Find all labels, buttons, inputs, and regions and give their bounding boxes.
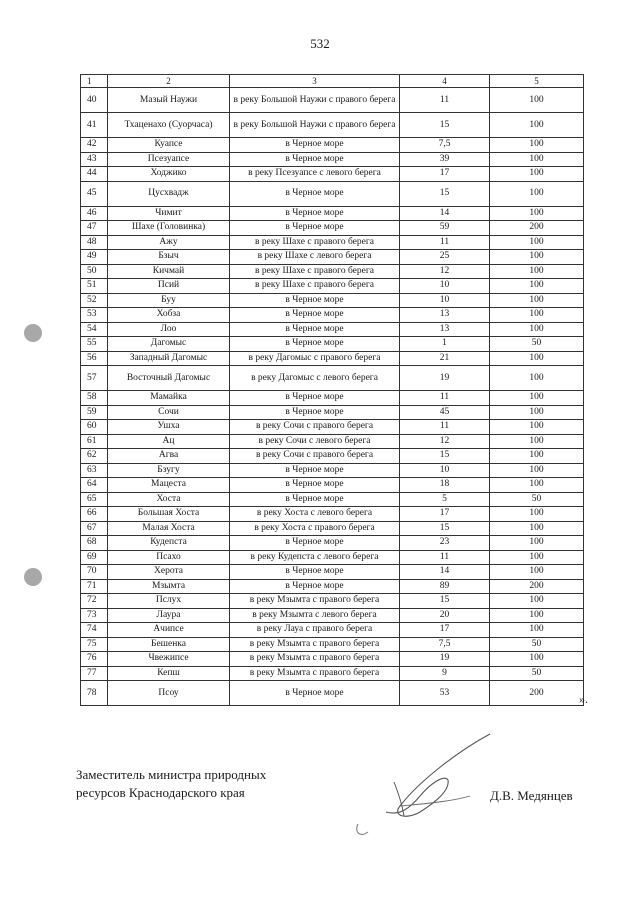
discharge-destination-cell: в реку Псезуапсе с левого берега bbox=[230, 167, 400, 182]
river-name-cell: Псезуапсе bbox=[108, 152, 230, 167]
zone-width-cell: 100 bbox=[490, 366, 584, 391]
discharge-destination-cell: в Черное море bbox=[230, 681, 400, 706]
river-name-cell: Западный Дагомыс bbox=[108, 351, 230, 366]
zone-width-cell: 50 bbox=[490, 337, 584, 352]
zone-width-cell: 50 bbox=[490, 637, 584, 652]
length-cell: 11 bbox=[400, 235, 490, 250]
length-cell: 7,5 bbox=[400, 637, 490, 652]
row-number-cell: 58 bbox=[81, 391, 108, 406]
river-name-cell: Чвежипсе bbox=[108, 652, 230, 667]
length-cell: 11 bbox=[400, 420, 490, 435]
discharge-destination-cell: в Черное море bbox=[230, 391, 400, 406]
river-name-cell: Восточный Дагомыс bbox=[108, 366, 230, 391]
river-name-cell: Пслух bbox=[108, 594, 230, 609]
row-number-cell: 57 bbox=[81, 366, 108, 391]
zone-width-cell: 100 bbox=[490, 463, 584, 478]
zone-width-cell: 100 bbox=[490, 152, 584, 167]
discharge-destination-cell: в Черное море bbox=[230, 221, 400, 236]
river-name-cell: Дагомыс bbox=[108, 337, 230, 352]
length-cell: 25 bbox=[400, 250, 490, 265]
table-row bbox=[81, 420, 584, 435]
table-row bbox=[81, 152, 584, 167]
length-cell: 10 bbox=[400, 279, 490, 294]
zone-width-cell: 100 bbox=[490, 623, 584, 638]
table-row bbox=[81, 250, 584, 265]
river-name-cell: Цусхвадж bbox=[108, 181, 230, 206]
length-cell: 5 bbox=[400, 492, 490, 507]
zone-width-cell: 100 bbox=[490, 521, 584, 536]
zone-width-cell: 100 bbox=[490, 608, 584, 623]
river-name-cell: Чимит bbox=[108, 206, 230, 221]
discharge-destination-cell: в реку Мзымта с левого берега bbox=[230, 608, 400, 623]
zone-width-cell: 100 bbox=[490, 167, 584, 182]
row-number-cell: 50 bbox=[81, 264, 108, 279]
zone-width-cell: 100 bbox=[490, 351, 584, 366]
length-cell: 17 bbox=[400, 507, 490, 522]
table-row bbox=[81, 279, 584, 294]
punch-hole-top bbox=[24, 324, 42, 342]
river-name-cell: Буу bbox=[108, 293, 230, 308]
header-cell: 5 bbox=[490, 75, 584, 88]
discharge-destination-cell: в реку Хоста с правого берега bbox=[230, 521, 400, 536]
row-number-cell: 60 bbox=[81, 420, 108, 435]
length-cell: 11 bbox=[400, 88, 490, 113]
zone-width-cell: 100 bbox=[490, 235, 584, 250]
length-cell: 15 bbox=[400, 449, 490, 464]
discharge-destination-cell: в Черное море bbox=[230, 579, 400, 594]
river-name-cell: Херота bbox=[108, 565, 230, 580]
table-row bbox=[81, 366, 584, 391]
river-name-cell: Куапсе bbox=[108, 138, 230, 153]
page-number: 532 bbox=[310, 36, 330, 51]
length-cell: 1 bbox=[400, 337, 490, 352]
length-cell: 13 bbox=[400, 308, 490, 323]
rivers-table bbox=[80, 74, 584, 706]
river-name-cell: Мзымта bbox=[108, 579, 230, 594]
zone-width-cell: 100 bbox=[490, 322, 584, 337]
row-number-cell: 49 bbox=[81, 250, 108, 265]
river-name-cell: Мацеста bbox=[108, 478, 230, 493]
discharge-destination-cell: в реку Кудепста с левого берега bbox=[230, 550, 400, 565]
row-number-cell: 68 bbox=[81, 536, 108, 551]
table-row bbox=[81, 181, 584, 206]
discharge-destination-cell: в реку Лауа с правого берега bbox=[230, 623, 400, 638]
length-cell: 89 bbox=[400, 579, 490, 594]
discharge-destination-cell: в реку Мзымта с правого берега bbox=[230, 652, 400, 667]
row-number-cell: 41 bbox=[81, 113, 108, 138]
discharge-destination-cell: в реку Мзымта с правого берега bbox=[230, 637, 400, 652]
zone-width-cell: 50 bbox=[490, 666, 584, 681]
zone-width-cell: 100 bbox=[490, 391, 584, 406]
table-row bbox=[81, 492, 584, 507]
row-number-cell: 70 bbox=[81, 565, 108, 580]
length-cell: 59 bbox=[400, 221, 490, 236]
row-number-cell: 47 bbox=[81, 221, 108, 236]
discharge-destination-cell: в реку Шахе с правого берега bbox=[230, 235, 400, 250]
table-row bbox=[81, 550, 584, 565]
table-row bbox=[81, 308, 584, 323]
table-row bbox=[81, 449, 584, 464]
row-number-cell: 72 bbox=[81, 594, 108, 609]
table-header-row bbox=[81, 75, 584, 88]
river-name-cell: Тхаценахо (Суорчаса) bbox=[108, 113, 230, 138]
row-number-cell: 53 bbox=[81, 308, 108, 323]
table-row bbox=[81, 351, 584, 366]
zone-width-cell: 100 bbox=[490, 405, 584, 420]
row-number-cell: 76 bbox=[81, 652, 108, 667]
discharge-destination-cell: в реку Сочи с правого берега bbox=[230, 420, 400, 435]
length-cell: 11 bbox=[400, 550, 490, 565]
river-name-cell: Псий bbox=[108, 279, 230, 294]
table-row bbox=[81, 507, 584, 522]
length-cell: 7,5 bbox=[400, 138, 490, 153]
length-cell: 14 bbox=[400, 565, 490, 580]
river-name-cell: Лаура bbox=[108, 608, 230, 623]
closing-quote-mark: ». bbox=[579, 692, 588, 706]
discharge-destination-cell: в реку Сочи с правого берега bbox=[230, 449, 400, 464]
signer-title-line: ресурсов Краснодарского края bbox=[76, 785, 245, 800]
discharge-destination-cell: в реку Большой Наужи с правого берега bbox=[230, 113, 400, 138]
length-cell: 13 bbox=[400, 322, 490, 337]
row-number-cell: 63 bbox=[81, 463, 108, 478]
zone-width-cell: 200 bbox=[490, 579, 584, 594]
zone-width-cell: 50 bbox=[490, 492, 584, 507]
row-number-cell: 65 bbox=[81, 492, 108, 507]
river-name-cell: Большая Хоста bbox=[108, 507, 230, 522]
table-row bbox=[81, 579, 584, 594]
signer-name: Д.В. Медянцев bbox=[490, 788, 573, 803]
table-row bbox=[81, 138, 584, 153]
length-cell: 9 bbox=[400, 666, 490, 681]
table-row bbox=[81, 88, 584, 113]
row-number-cell: 54 bbox=[81, 322, 108, 337]
length-cell: 10 bbox=[400, 463, 490, 478]
table-row bbox=[81, 206, 584, 221]
row-number-cell: 45 bbox=[81, 181, 108, 206]
punch-hole-bottom bbox=[24, 568, 42, 586]
table-row bbox=[81, 478, 584, 493]
length-cell: 15 bbox=[400, 113, 490, 138]
zone-width-cell: 200 bbox=[490, 221, 584, 236]
table-row bbox=[81, 623, 584, 638]
discharge-destination-cell: в Черное море bbox=[230, 565, 400, 580]
header-cell: 1 bbox=[81, 75, 108, 88]
zone-width-cell: 100 bbox=[490, 264, 584, 279]
length-cell: 15 bbox=[400, 181, 490, 206]
zone-width-cell: 100 bbox=[490, 594, 584, 609]
row-number-cell: 52 bbox=[81, 293, 108, 308]
row-number-cell: 73 bbox=[81, 608, 108, 623]
discharge-destination-cell: в Черное море bbox=[230, 206, 400, 221]
river-name-cell: Псахо bbox=[108, 550, 230, 565]
discharge-destination-cell: в Черное море bbox=[230, 478, 400, 493]
discharge-destination-cell: в реку Мзымта с правого берега bbox=[230, 666, 400, 681]
length-cell: 15 bbox=[400, 521, 490, 536]
header-cell: 3 bbox=[230, 75, 400, 88]
length-cell: 20 bbox=[400, 608, 490, 623]
zone-width-cell: 100 bbox=[490, 507, 584, 522]
table-row bbox=[81, 666, 584, 681]
zone-width-cell: 100 bbox=[490, 206, 584, 221]
row-number-cell: 44 bbox=[81, 167, 108, 182]
discharge-destination-cell: в Черное море bbox=[230, 293, 400, 308]
row-number-cell: 71 bbox=[81, 579, 108, 594]
length-cell: 17 bbox=[400, 623, 490, 638]
signer-title-line: Заместитель министра природных bbox=[76, 767, 267, 782]
discharge-destination-cell: в Черное море bbox=[230, 138, 400, 153]
river-name-cell: Кичмай bbox=[108, 264, 230, 279]
table-row bbox=[81, 264, 584, 279]
discharge-destination-cell: в Черное море bbox=[230, 181, 400, 206]
river-name-cell: Бешенка bbox=[108, 637, 230, 652]
zone-width-cell: 100 bbox=[490, 308, 584, 323]
discharge-destination-cell: в реку Шахе с правого берега bbox=[230, 264, 400, 279]
length-cell: 14 bbox=[400, 206, 490, 221]
table-row bbox=[81, 322, 584, 337]
discharge-destination-cell: в реку Сочи с левого берега bbox=[230, 434, 400, 449]
zone-width-cell: 100 bbox=[490, 550, 584, 565]
table-row bbox=[81, 167, 584, 182]
river-name-cell: Ачипсе bbox=[108, 623, 230, 638]
table-row bbox=[81, 652, 584, 667]
length-cell: 23 bbox=[400, 536, 490, 551]
length-cell: 11 bbox=[400, 391, 490, 406]
zone-width-cell: 100 bbox=[490, 536, 584, 551]
table-row bbox=[81, 637, 584, 652]
zone-width-cell: 100 bbox=[490, 293, 584, 308]
table-row bbox=[81, 536, 584, 551]
length-cell: 17 bbox=[400, 167, 490, 182]
river-name-cell: Ажу bbox=[108, 235, 230, 250]
zone-width-cell: 100 bbox=[490, 565, 584, 580]
length-cell: 12 bbox=[400, 264, 490, 279]
discharge-destination-cell: в Черное море bbox=[230, 405, 400, 420]
length-cell: 12 bbox=[400, 434, 490, 449]
row-number-cell: 42 bbox=[81, 138, 108, 153]
row-number-cell: 48 bbox=[81, 235, 108, 250]
river-name-cell: Агва bbox=[108, 449, 230, 464]
handwritten-signature bbox=[340, 720, 500, 840]
river-name-cell: Псоу bbox=[108, 681, 230, 706]
row-number-cell: 46 bbox=[81, 206, 108, 221]
length-cell: 53 bbox=[400, 681, 490, 706]
zone-width-cell: 100 bbox=[490, 250, 584, 265]
row-number-cell: 67 bbox=[81, 521, 108, 536]
table-row bbox=[81, 521, 584, 536]
row-number-cell: 78 bbox=[81, 681, 108, 706]
row-number-cell: 77 bbox=[81, 666, 108, 681]
zone-width-cell: 100 bbox=[490, 420, 584, 435]
discharge-destination-cell: в реку Шахе с правого берега bbox=[230, 279, 400, 294]
length-cell: 15 bbox=[400, 594, 490, 609]
length-cell: 18 bbox=[400, 478, 490, 493]
discharge-destination-cell: в Черное море bbox=[230, 492, 400, 507]
row-number-cell: 40 bbox=[81, 88, 108, 113]
zone-width-cell: 100 bbox=[490, 652, 584, 667]
length-cell: 45 bbox=[400, 405, 490, 420]
length-cell: 10 bbox=[400, 293, 490, 308]
zone-width-cell: 100 bbox=[490, 88, 584, 113]
discharge-destination-cell: в реку Мзымта с правого берега bbox=[230, 594, 400, 609]
length-cell: 19 bbox=[400, 652, 490, 667]
river-name-cell: Хоста bbox=[108, 492, 230, 507]
river-name-cell: Кепш bbox=[108, 666, 230, 681]
row-number-cell: 74 bbox=[81, 623, 108, 638]
zone-width-cell: 100 bbox=[490, 181, 584, 206]
discharge-destination-cell: в Черное море bbox=[230, 536, 400, 551]
row-number-cell: 55 bbox=[81, 337, 108, 352]
discharge-destination-cell: в реку Хоста с левого берега bbox=[230, 507, 400, 522]
table-row bbox=[81, 391, 584, 406]
table-row bbox=[81, 293, 584, 308]
river-name-cell: Малая Хоста bbox=[108, 521, 230, 536]
discharge-destination-cell: в реку Дагомыс с левого берега bbox=[230, 366, 400, 391]
row-number-cell: 43 bbox=[81, 152, 108, 167]
river-name-cell: Кудепста bbox=[108, 536, 230, 551]
river-name-cell: Сочи bbox=[108, 405, 230, 420]
river-name-cell: Лоо bbox=[108, 322, 230, 337]
zone-width-cell: 100 bbox=[490, 113, 584, 138]
discharge-destination-cell: в Черное море bbox=[230, 308, 400, 323]
table-row bbox=[81, 463, 584, 478]
zone-width-cell: 100 bbox=[490, 478, 584, 493]
discharge-destination-cell: в Черное море bbox=[230, 337, 400, 352]
zone-width-cell: 100 bbox=[490, 279, 584, 294]
row-number-cell: 56 bbox=[81, 351, 108, 366]
table-row bbox=[81, 113, 584, 138]
length-cell: 19 bbox=[400, 366, 490, 391]
header-cell: 2 bbox=[108, 75, 230, 88]
discharge-destination-cell: в реку Дагомыс с правого берега bbox=[230, 351, 400, 366]
discharge-destination-cell: в Черное море bbox=[230, 463, 400, 478]
zone-width-cell: 200 bbox=[490, 681, 584, 706]
river-name-cell: Ушха bbox=[108, 420, 230, 435]
table-row bbox=[81, 221, 584, 236]
river-name-cell: Ац bbox=[108, 434, 230, 449]
river-name-cell: Мазый Наужи bbox=[108, 88, 230, 113]
river-name-cell: Бзыч bbox=[108, 250, 230, 265]
row-number-cell: 66 bbox=[81, 507, 108, 522]
header-cell: 4 bbox=[400, 75, 490, 88]
discharge-destination-cell: в реку Шахе с левого берега bbox=[230, 250, 400, 265]
table-row bbox=[81, 235, 584, 250]
length-cell: 39 bbox=[400, 152, 490, 167]
row-number-cell: 64 bbox=[81, 478, 108, 493]
table-row bbox=[81, 608, 584, 623]
discharge-destination-cell: в Черное море bbox=[230, 322, 400, 337]
table-row bbox=[81, 337, 584, 352]
row-number-cell: 69 bbox=[81, 550, 108, 565]
river-name-cell: Шахе (Головинка) bbox=[108, 221, 230, 236]
row-number-cell: 51 bbox=[81, 279, 108, 294]
river-name-cell: Ходжико bbox=[108, 167, 230, 182]
table-row bbox=[81, 434, 584, 449]
row-number-cell: 62 bbox=[81, 449, 108, 464]
length-cell: 21 bbox=[400, 351, 490, 366]
river-name-cell: Мамайка bbox=[108, 391, 230, 406]
river-name-cell: Хобза bbox=[108, 308, 230, 323]
row-number-cell: 75 bbox=[81, 637, 108, 652]
discharge-destination-cell: в Черное море bbox=[230, 152, 400, 167]
zone-width-cell: 100 bbox=[490, 449, 584, 464]
signer-title bbox=[76, 766, 266, 802]
river-name-cell: Бзугу bbox=[108, 463, 230, 478]
zone-width-cell: 100 bbox=[490, 138, 584, 153]
table-row bbox=[81, 681, 584, 706]
table-row bbox=[81, 594, 584, 609]
row-number-cell: 59 bbox=[81, 405, 108, 420]
table-row bbox=[81, 565, 584, 580]
zone-width-cell: 100 bbox=[490, 434, 584, 449]
table-row bbox=[81, 405, 584, 420]
row-number-cell: 61 bbox=[81, 434, 108, 449]
discharge-destination-cell: в реку Большой Наужи с правого берега bbox=[230, 88, 400, 113]
